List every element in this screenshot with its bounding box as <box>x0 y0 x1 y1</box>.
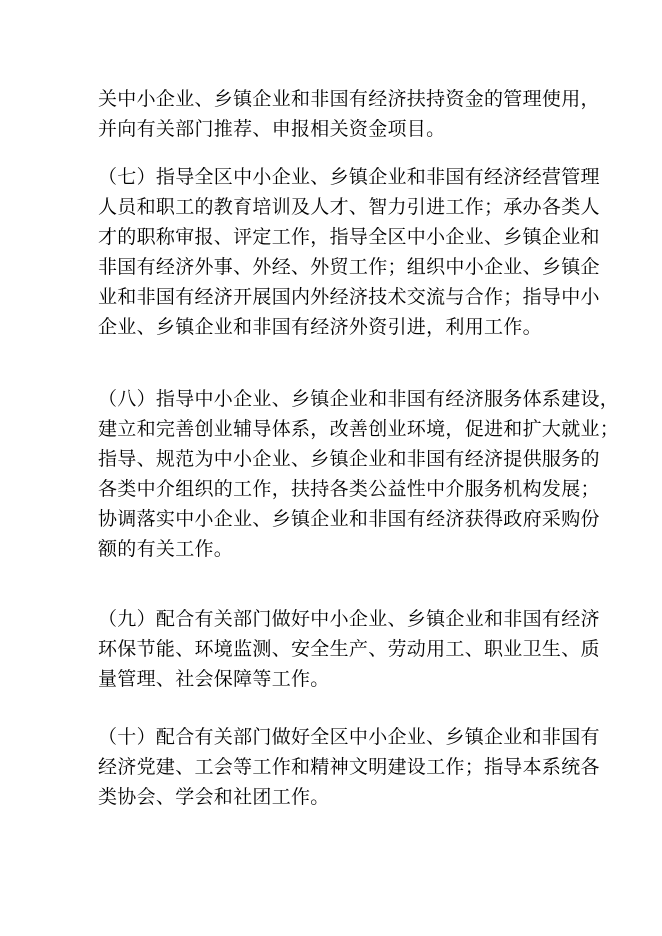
paragraph-item-10 <box>98 722 600 812</box>
text-line: 协调落实中小企业、乡镇企业和非国有经济获得政府采购份 <box>98 508 600 530</box>
text-line: 建立和完善创业辅导体系，改善创业环境，促进和扩大就业； <box>98 418 620 440</box>
text-line: 额的有关工作。 <box>98 538 234 560</box>
paragraph-item-9 <box>98 604 600 694</box>
paragraph-funding-continuation <box>98 84 600 144</box>
paragraph-item-7 <box>98 162 600 342</box>
text-line: 并向有关部门推荐、申报相关资金项目。 <box>98 118 446 140</box>
text-line: （八）指导中小企业、乡镇企业和非国有经济服务体系建设， <box>98 388 620 410</box>
text-line: 非国有经济外事、外经、外贸工作；组织中小企业、乡镇企 <box>98 256 600 278</box>
text-line: 人员和职工的教育培训及人才、智力引进工作；承办各类人 <box>98 196 600 218</box>
text-line: （九）配合有关部门做好中小企业、乡镇企业和非国有经济 <box>98 608 600 630</box>
text-line: 指导、规范为中小企业、乡镇企业和非国有经济提供服务的 <box>98 448 600 470</box>
text-line: 关中小企业、乡镇企业和非国有经济扶持资金的管理使用， <box>98 88 600 110</box>
text-line: 业和非国有经济开展国内外经济技术交流与合作；指导中小 <box>98 286 600 308</box>
text-line: 类协会、学会和社团工作。 <box>98 786 330 808</box>
text-line: 量管理、社会保障等工作。 <box>98 668 330 690</box>
text-line: 经济党建、工会等工作和精神文明建设工作；指导本系统各 <box>98 756 600 778</box>
text-line: 环保节能、环境监测、安全生产、劳动用工、职业卫生、质 <box>98 638 600 660</box>
text-line: （七）指导全区中小企业、乡镇企业和非国有经济经营管理 <box>98 166 600 188</box>
text-line: 才的职称审报、评定工作，指导全区中小企业、乡镇企业和 <box>98 226 600 248</box>
text-line: 各类中介组织的工作，扶持各类公益性中介服务机构发展； <box>98 478 600 500</box>
text-line: 企业、乡镇企业和非国有经济外资引进，利用工作。 <box>98 316 542 338</box>
text-line: （十）配合有关部门做好全区中小企业、乡镇企业和非国有 <box>98 726 600 748</box>
paragraph-item-8 <box>98 384 620 564</box>
